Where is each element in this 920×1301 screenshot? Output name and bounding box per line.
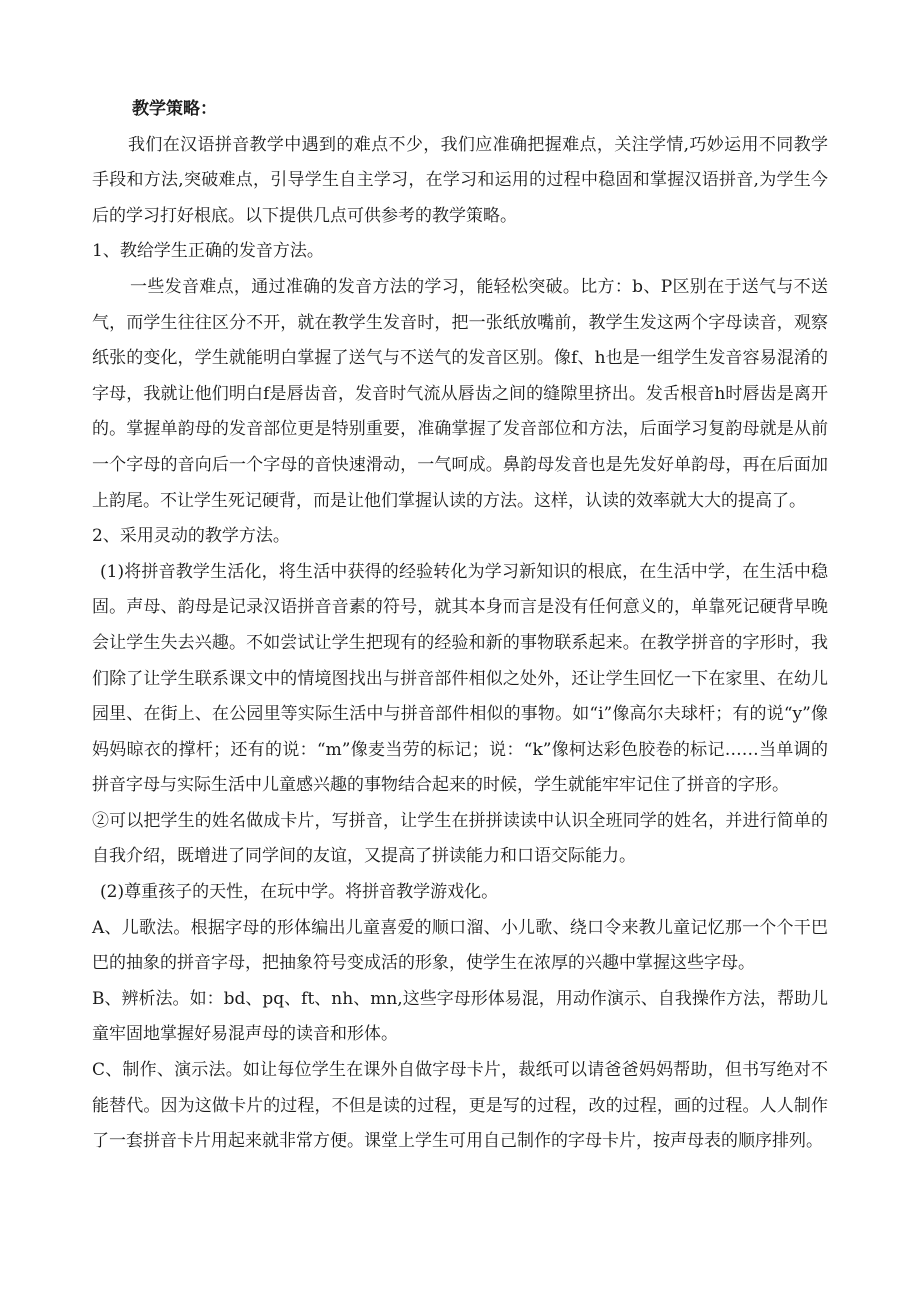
intro-paragraph: 我们在汉语拼音教学中遇到的难点不少，我们应准确把握难点，关注学情,巧妙运用不同教学手段和方法,突破难点，引导学生自主学习，在学习和运用的过程中稳固和掌握汉语拼音,为学生今后的学习打好根底。以下提供几点可供参考的教学策略。: [92, 134, 828, 226]
method-c-paragraph: C、制作、演示法。如让每位学生在课外自做字母卡片，裁纸可以请爸爸妈妈帮助，但书写绝对不能替代。因为这做卡片的过程，不但是读的过程，更是写的过程，改的过程，画的过程。人人制作了一套拼音卡片用起来就非常方便。课堂上学生可用自己制作的字母卡片，按声母表的顺序排列。: [92, 1060, 828, 1152]
method-a-paragraph: A、儿歌法。根据字母的形体编出儿童喜爱的顺口溜、小儿歌、绕口令来教儿童记忆那一个个干巴巴的抽象的拼音字母，把抽象符号变成活的形象，使学生在浓厚的兴趣中掌握这些字母。: [92, 917, 828, 974]
point2-sub1-paragraph: (1)将拼音教学生活化，将生活中获得的经验转化为学习新知识的根底，在生活中学，在生活中稳固。声母、韵母是记录汉语拼音音素的符号，就其本身而言是没有任何意义的，单靠死记硬背早晚会让学生失去兴趣。不如尝试让学生把现有的经验和新的事物联系起来。在教学拼音的字形时，我们除了让学生联系课文中的情境图找出与拼音部件相似之处外，还让学生回忆一下在家里、在幼儿园里、在街上、在公园里等实际生活中与拼音部件相似的事物。如“i”像高尔夫球杆；有的说“y”像妈妈晾衣的撑杆；还有的说：“m”像麦当劳的标记；说：“k”像柯达彩色胶卷的标记……当单调的拼音字母与实际生活中儿童感兴趣的事物结合起来的时候，学生就能牢牢记住了拼音的字形。: [92, 561, 828, 796]
point1-title: 1、教给学生正确的发音方法。: [92, 241, 324, 262]
point2-sub1b-paragraph: ②可以把学生的姓名做成卡片，写拼音，让学生在拼拼读读中认识全班同学的姓名，并进行简单的自我介绍，既增进了同学间的友谊，又提高了拼读能力和口语交际能力。: [92, 810, 828, 867]
section-heading: 教学策略：: [132, 99, 217, 119]
point2-title: 2、采用灵动的教学方法。: [92, 526, 290, 547]
point1-paragraph: 一些发音难点，通过准确的发音方法的学习，能轻松突破。比方：b、P区别在于送气与不送气，而学生往往区分不开，就在教学生发音时，把一张纸放嘴前，教学生发这两个字母读音，观察纸张的变化，学生就能明白掌握了送气与不送气的发音区别。像f、h也是一组学生发音容易混淆的字母，我就让他们明白f是唇齿音，发音时气流从唇齿之间的缝隙里挤出。发舌根音h时唇齿是离开的。掌握单韵母的发音部位更是特别重要，准确掌握了发音部位和方法，后面学习复韵母就是从前一个字母的音向后一个字母的音快速滑动，一气呵成。鼻韵母发音也是先发好单韵母，再在后面加上韵尾。不让学生死记硬背，而是让他们掌握认读的方法。这样，认读的效率就大大的提高了。: [92, 276, 828, 511]
point2-sub2-title: (2)尊重孩子的天性，在玩中学。将拼音教学游戏化。: [100, 882, 499, 903]
document-body: [92, 92, 828, 1160]
method-b-paragraph: B、辨析法。如：bd、pq、ft、nh、mn,这些字母形体易混，用动作演示、自我操作方法，帮助儿童牢固地掌握好易混声母的读音和形体。: [92, 988, 828, 1045]
